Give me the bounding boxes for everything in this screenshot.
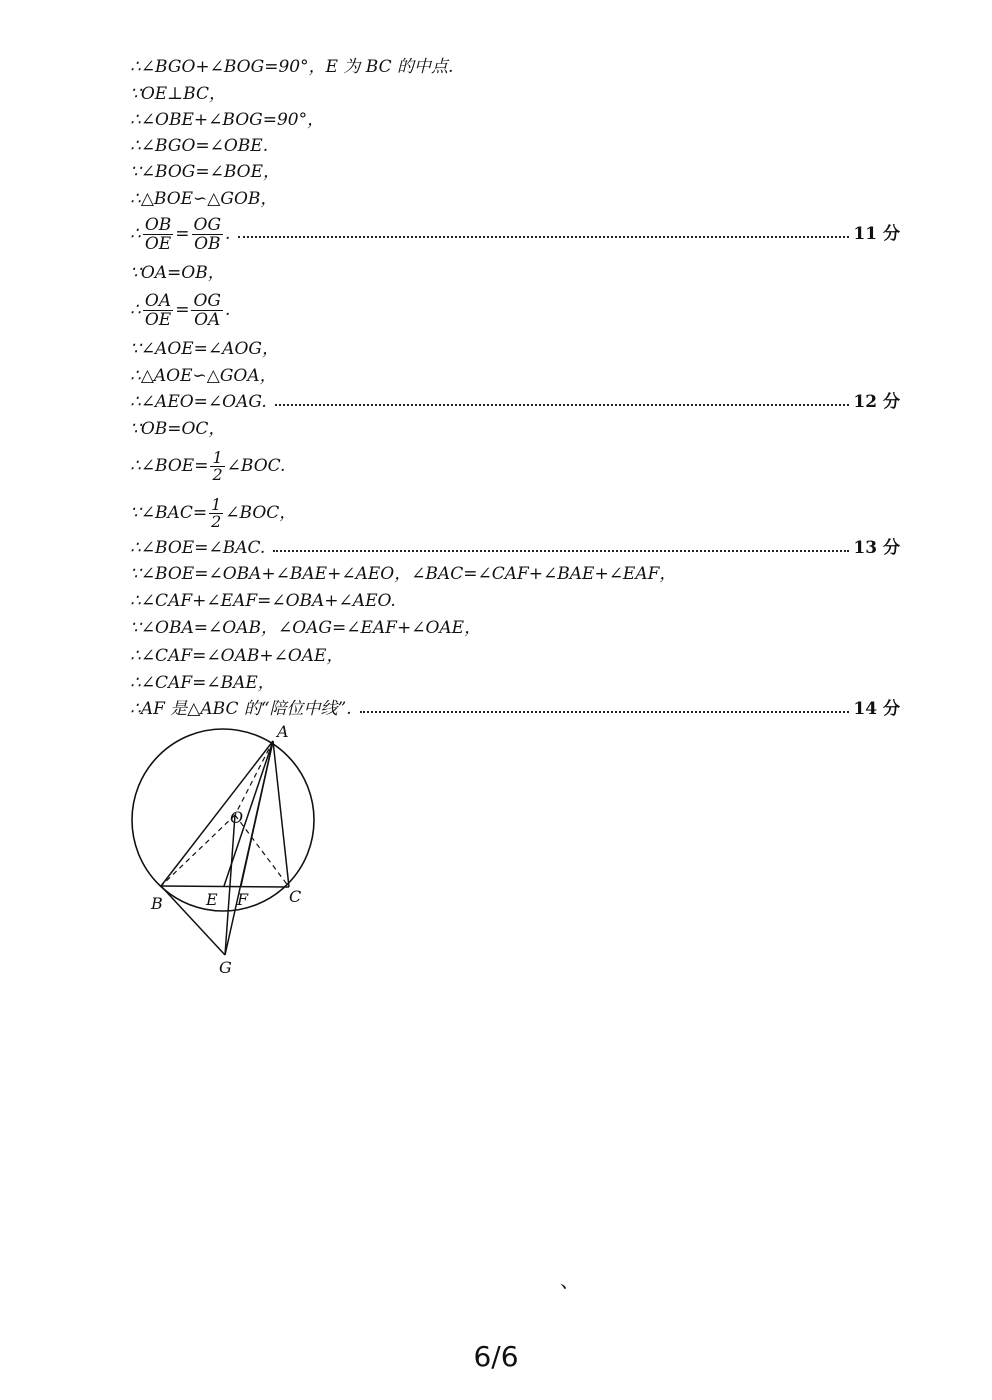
dot-leader bbox=[275, 394, 850, 406]
score-label: 12 分 bbox=[853, 392, 900, 412]
proof-text: ∵OA=OB， bbox=[130, 263, 225, 283]
proof-text: ∴∠CAF+∠EAF=∠OBA+∠AEO. bbox=[130, 591, 396, 611]
segment-ob bbox=[161, 815, 235, 886]
proof-line-1 bbox=[130, 56, 900, 78]
score-label: 14 分 bbox=[853, 699, 900, 719]
label-b: B bbox=[151, 894, 163, 913]
proof-text: ∴∠AEO=∠OAG. bbox=[130, 392, 267, 412]
proof-text: ∵OB=OC， bbox=[130, 419, 226, 439]
proof-text: ∴∠BGO=∠OBE. bbox=[130, 136, 269, 156]
fraction-og-oa: $\frac{OG}{OA}$ bbox=[193, 290, 221, 330]
stray-mark: 、 bbox=[560, 1268, 580, 1292]
proof-text: ∴△AOE∽△GOA， bbox=[130, 366, 277, 386]
proof-text: ∵∠BOE=∠OBA+∠BAE+∠AEO，∠BAC=∠CAF+∠BAE+∠EAF， bbox=[130, 564, 677, 584]
proof-line-20 bbox=[130, 645, 900, 667]
proof-prefix: ∴∠BOE= bbox=[130, 456, 209, 476]
label-o: O bbox=[230, 808, 244, 827]
proof-text: ∴∠OBE+∠BOG=90°， bbox=[130, 110, 325, 130]
label-g: G bbox=[219, 958, 232, 977]
proof-line-16 bbox=[130, 537, 900, 559]
fraction-og-ob: $\frac{OG}{OB}$ bbox=[193, 214, 222, 254]
dot-leader bbox=[273, 540, 849, 552]
proof-line-15 bbox=[130, 491, 900, 535]
proof-line-5 bbox=[130, 161, 900, 183]
proof-line-13 bbox=[130, 418, 900, 440]
proof-suffix: . bbox=[225, 224, 231, 244]
proof-text: ∵∠AOE=∠AOG， bbox=[130, 339, 279, 359]
proof-line-3 bbox=[130, 109, 900, 131]
proof-line-8 bbox=[130, 262, 900, 284]
proof-text: ∴∠CAF=∠OAB+∠OAE， bbox=[130, 646, 344, 666]
proof-text: ∴∠BGO+∠BOG=90°，E 为 BC 的中点. bbox=[130, 57, 454, 77]
segment-bc bbox=[161, 886, 289, 887]
page-number: 6/6 bbox=[473, 1340, 519, 1373]
segment-ac bbox=[273, 741, 289, 887]
proof-text: ∵∠BOG=∠BOE， bbox=[130, 162, 281, 182]
score-label: 13 分 bbox=[853, 538, 900, 558]
proof-text: ∵∠OBA=∠OAB，∠OAG=∠EAF+∠OAE， bbox=[130, 618, 482, 638]
fraction-ob-oe: $\frac{OB}{OE}$ bbox=[144, 214, 172, 254]
proof-text: ∴△BOE∽△GOB， bbox=[130, 189, 278, 209]
proof-prefix: ∴ bbox=[130, 300, 141, 320]
proof-line-6 bbox=[130, 188, 900, 210]
proof-line-19 bbox=[130, 617, 900, 639]
dot-leader bbox=[360, 701, 850, 713]
geometry-figure bbox=[125, 725, 335, 985]
proof-prefix: ∴ bbox=[130, 224, 141, 244]
proof-line-10 bbox=[130, 338, 900, 360]
proof-text: ∴AF 是△ABC 的“陪位中线”. bbox=[130, 699, 352, 719]
proof-line-14 bbox=[130, 444, 900, 488]
segment-ao bbox=[235, 741, 273, 815]
proof-line-9 bbox=[130, 288, 900, 332]
proof-line-2 bbox=[130, 83, 900, 105]
equals-sign: = bbox=[175, 300, 190, 320]
proof-line-12 bbox=[130, 391, 900, 413]
proof-suffix: ∠BOC. bbox=[226, 456, 286, 476]
proof-line-7 bbox=[130, 212, 900, 256]
label-e: E bbox=[206, 890, 218, 909]
label-f: F bbox=[237, 890, 249, 909]
proof-suffix: . bbox=[224, 300, 231, 320]
fraction-one-half: $\frac{1}{2}$ bbox=[212, 447, 223, 484]
proof-line-18 bbox=[130, 590, 900, 612]
proof-line-21 bbox=[130, 672, 900, 694]
label-a: A bbox=[277, 725, 289, 741]
label-c: C bbox=[289, 887, 302, 906]
proof-line-17 bbox=[130, 563, 900, 585]
geometry-diagram bbox=[125, 725, 335, 985]
proof-text: ∴∠CAF=∠BAE， bbox=[130, 673, 275, 693]
proof-line-4 bbox=[130, 135, 900, 157]
equals-sign: = bbox=[175, 224, 190, 244]
proof-suffix: ∠BOC， bbox=[225, 503, 297, 523]
fraction-oa-oe: $\frac{OA}{OE}$ bbox=[144, 290, 172, 330]
dot-leader bbox=[238, 226, 849, 238]
proof-line-22 bbox=[130, 698, 900, 720]
proof-line-11 bbox=[130, 365, 900, 387]
score-label: 11 分 bbox=[853, 224, 900, 244]
proof-text: ∴∠BOE=∠BAC. bbox=[130, 538, 266, 558]
fraction-one-half: $\frac{1}{2}$ bbox=[211, 494, 222, 531]
proof-text: ∵OE⊥BC， bbox=[130, 84, 226, 104]
proof-prefix: ∵∠BAC= bbox=[130, 503, 208, 523]
